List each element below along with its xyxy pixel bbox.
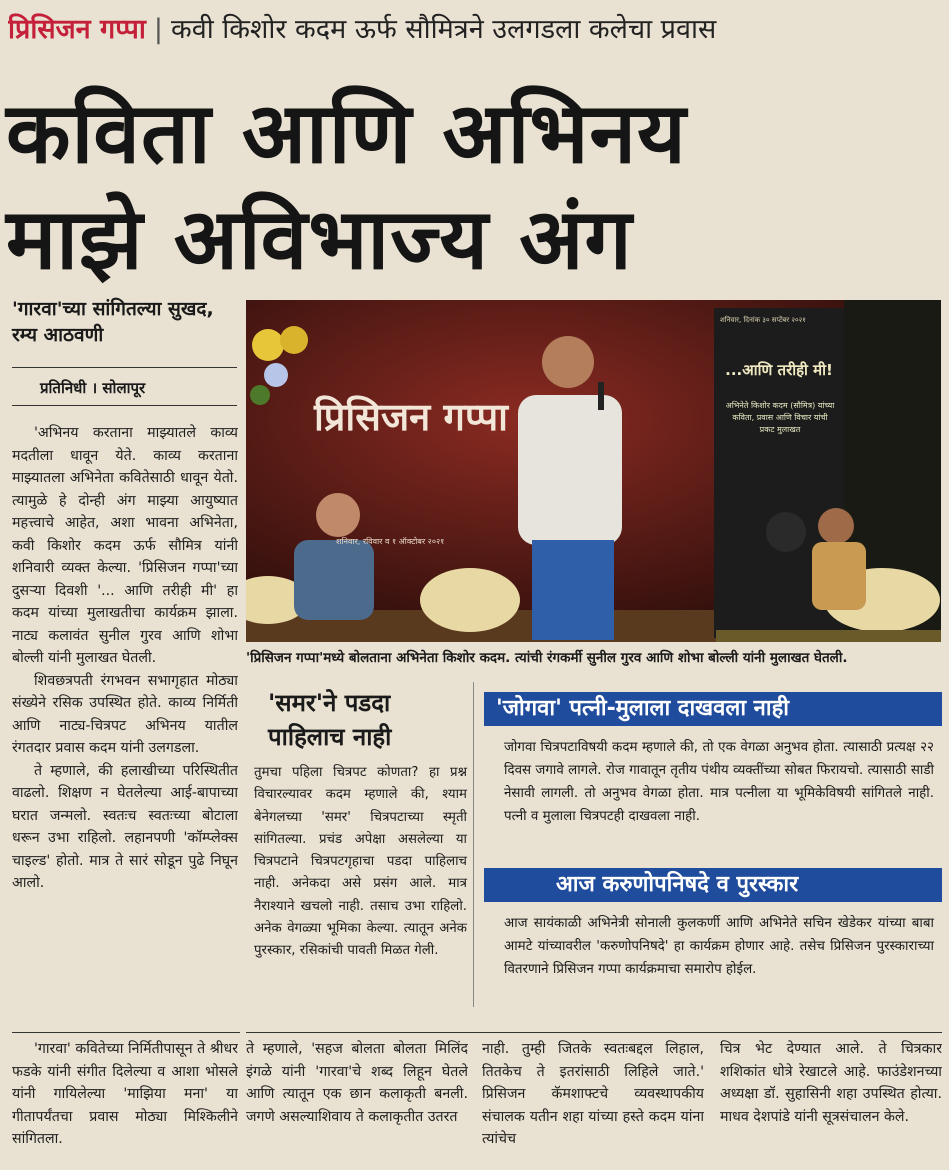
photo-caption: 'प्रिसिजन गप्पा'मध्ये बोलताना अभिनेता किशोर कदम. त्यांची रंगकर्मी सुनील गुरव आणि शोभा बोल्ली यांनी मुलाखत घेतली. [246,650,848,666]
bottom-rule [246,1032,942,1033]
left-paragraph-2: शिवछत्रपती रंगभवन सभागृहात मोठ्या संख्येने रसिक उपस्थित होते. काव्य निर्मिती आणि नाट्य-चित्रपट अभिनय यातील रंगतदार प्रवास कदम यांनी उलगडला. [12,672,238,756]
bottom-column-1 [246,1038,468,1166]
kicker-line [8,8,943,52]
kicker-deck: कवी किशोर कदम ऊर्फ सौमित्रने उलगडला कलेचा प्रवास [170,14,717,45]
bottom-paragraph-1: ते म्हणाले, 'सहज बोलता बोलता मिलिंद इंगळे यांनी 'गारवा'चे शब्द लिहून घेतले आणि त्यातून एक छान कलाकृती बनली. जगणे असल्याशिवाय ते कलाकृतीत उतरत [246,1041,468,1125]
left-paragraph-3: ते म्हणाले, की हलाखीच्या परिस्थितीत वाढलो. शिक्षण न घेतलेल्या आई-बापाच्या घरात जन्मलो. स्वतःच स्वतःच्या बोटाला धरून उभा राहिलो. लहानपणी 'कॉम्प्लेक्स चाइल्ड' होतो. मात्र ते सारं सोडून पुढे निघून आलो. [12,762,238,891]
left-paragraph-1: 'अभिनय करताना माझ्यातले काव्य मदतीला धावून येते. काव्य करताना माझ्यातला अभिनेता कवितेसाठी धावून येतो. त्यामुळे हे दोन्ही अंग माझ्या आयुष्यात महत्त्वाचे आहेत, अशा भावना अभिनेता, कवी किशोर कदम ऊर्फ सौमित्र यांनी शनिवारी व्यक्त केल्या. 'प्रिसिजन गप्पा'च्या दुसऱ्या दिवशी '... आणि तरीही मी' हा कदम यांच्या मुलाखतीचा कार्यक्रम झाला. नाट्य कलावंत सुनील गुरव आणि शोभा बोल्ली यांनी मुलाखत घेतली. [12,425,238,666]
bottom-left-rule [12,1032,240,1033]
left-column-bottom [12,1038,238,1166]
bottom-column-3 [720,1038,942,1166]
jogva-box [484,692,942,836]
headline-line-2: माझे अविभाज्य अंग [6,190,633,288]
banner-lines: अभिनेते किशोर कदम (सौमित्र) यांच्या कविता, प्रवास आणि विचार यांची प्रकट मुलाखत [725,401,835,434]
event-photo-illustration [246,300,941,642]
banner-title: ...आणि तरीही मी! [725,361,833,379]
samar-text: तुमचा पहिला चित्रपट कोणता? हा प्रश्न विचारल्यावर कदम म्हणाले की, श्याम बेनेगलच्या 'समर' चित्रपटाच्या स्मृती सांगितल्या. प्रचंड अपेक्षा असलेल्या या चित्रपटाने चित्रपटगृहाचा पडदा पाहिलाच नाही. अनेकदा असे प्रसंग आले. मात्र नैराश्याने खचलो नाही. तसाच उभा राहिलो. अनेक वेगळ्या भूमिका केल्या. त्यातून अनेक पुरस्कार, रसिकांची पावती मिळत गेली. [254,765,467,959]
left-column [12,422,238,1030]
subhead-rule [12,367,237,368]
jogva-title: 'जोगवा' पत्नी-मुलाला दाखवला नाही [484,692,942,726]
karuna-text: आज सायंकाळी अभिनेत्री सोनाली कुलकर्णी आणि अभिनेते सचिन खेडेकर यांच्या बाबा आमटे यांच्यावरील 'करुणोपनिषदे' हा कार्यक्रम होणार आहे. तसेच प्रिसिजन पुरस्काराच्या वितरणाने प्रिसिजन गप्पा कार्यक्रमाचा समारोप होईल. [504,916,934,977]
left-paragraph-4: 'गारवा' कवितेच्या निर्मितीपासून ते श्रीधर फडके यांनी संगीत दिलेल्या व आशा भोसले यांनी गायिलेल्या 'माझिया मना' या गीतापर्यंतचा प्रवास मोठ्या मिश्किलीने सांगितला. [12,1041,238,1147]
backdrop-logo-text: प्रिसिजन गप्पा [313,395,509,439]
dateline-rule [12,405,237,406]
headline-line-1: कविता आणि अभिनय [6,84,687,182]
dateline: प्रतिनिधी । सोलापूर [40,379,146,397]
jogva-text: जोगवा चित्रपटाविषयी कदम म्हणाले की, तो एक वेगळा अनुभव होता. त्यासाठी प्रत्यक्ष २२ दिवस जगावे लागले. रोज गावातून तृतीय पंथीय व्यक्तींच्या सोबत फिरायचो. त्यासाठी साडी नेसावी लागली. तो अनुभव वेगळा होता. मात्र पत्नीला या भूमिकेविषयी सांगितले नाही. पत्नी व मुलाला चित्रपटही दाखवला नाही. [504,740,934,824]
series-brand: प्रिसिजन गप्पा [8,14,146,45]
banner-top: शनिवार, दिनांक ३० सप्टेंबर २०२१ [720,316,806,324]
kicker-separator: | [153,14,163,45]
samar-title: 'समर'ने पडदा पाहिलाच नाही [268,689,392,751]
bottom-column-2 [482,1038,704,1166]
event-photo [246,300,941,642]
bottom-paragraph-3: चित्र भेट देण्यात आले. ते चित्रकार शशिकांत धोत्रे रेखाटले आहे. फाउंडेशनच्या अध्यक्षा डॉ. सुहासिनी शहा उपस्थित होत्या. माधव देशपांडे यांनी सूत्रसंचालन केले. [720,1041,942,1125]
bottom-paragraph-2: नाही. तुम्ही जितके स्वतःबद्दल लिहाल, तितकेच ते इतरांसाठी लिहिले जाते.' प्रिसिजन कॅमशाफ्टचे व्यवस्थापकीय संचालक यतीन शहा यांच्या हस्ते कदम यांना त्यांचेच [482,1041,704,1147]
karuna-box [484,868,942,988]
samar-box [248,682,474,1007]
subhead: 'गारवा'च्या सांगितल्या सुखद, रम्य आठवणी [12,298,214,346]
backdrop-date: शनिवार, रविवार व १ ऑक्टोबर २०२१ [336,537,445,546]
karuna-title: आज करुणोपनिषदे व पुरस्कार [484,868,942,902]
